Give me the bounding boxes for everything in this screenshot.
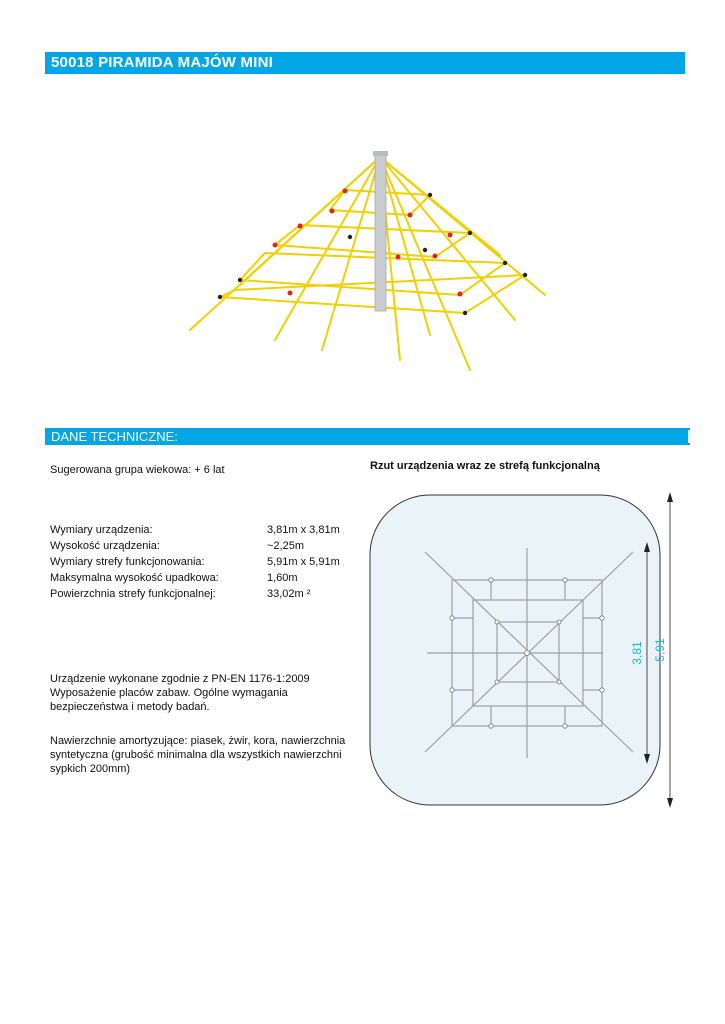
spec-label: Wysokość urządzenia:: [50, 540, 160, 552]
spec-label: Powierzchnia strefy funkcjonalnej:: [50, 588, 216, 600]
product-title: 50018 PIRAMIDA MAJÓW MINI: [51, 54, 273, 71]
technical-data-bar: [45, 428, 690, 445]
bar-end-mark: [688, 430, 690, 443]
age-group: Sugerowana grupa wiekowa: + 6 lat: [50, 464, 225, 476]
section-title: DANE TECHNICZNE:: [51, 429, 178, 444]
spec-value: 1,60m: [267, 572, 298, 584]
spec-table: [50, 522, 350, 602]
spec-row: [50, 522, 350, 538]
spec-row: [50, 554, 350, 570]
spec-row: [50, 538, 350, 554]
surface-text: Nawierzchnie amortyzujące: piasek, żwir, kora, nawierzchnia syntetyczna (grubość minimalna dla wszystkich nawierzchni sypkich 200mm): [50, 735, 346, 775]
spec-label: Maksymalna wysokość upadkowa:: [50, 572, 219, 584]
dimension-inner: 3,81: [630, 641, 644, 665]
plan-title: Rzut urządzenia wraz ze strefą funkcjonalną: [370, 460, 600, 472]
product-title-bar: [45, 52, 685, 74]
plan-diagram: [365, 490, 695, 810]
spec-label: Wymiary urządzenia:: [50, 524, 153, 536]
spec-row: [50, 570, 350, 586]
spec-row: [50, 586, 350, 602]
spec-value: 33,02m ²: [267, 588, 311, 600]
spec-value: ~2,25m: [267, 540, 304, 552]
product-image: [180, 145, 560, 385]
norm-text: Urządzenie wykonane zgodnie z PN-EN 1176-1:2009 Wyposażenie placów zabaw. Ogólne wymagania bezpieczeństwa i metody badań.: [50, 673, 310, 713]
spec-value: 3,81m x 3,81m: [267, 524, 340, 536]
dimension-outer: 5,91: [653, 638, 667, 662]
spec-label: Wymiary strefy funkcjonowania:: [50, 556, 205, 568]
functional-zone: [370, 495, 660, 805]
spec-value: 5,91m x 5,91m: [267, 556, 340, 568]
